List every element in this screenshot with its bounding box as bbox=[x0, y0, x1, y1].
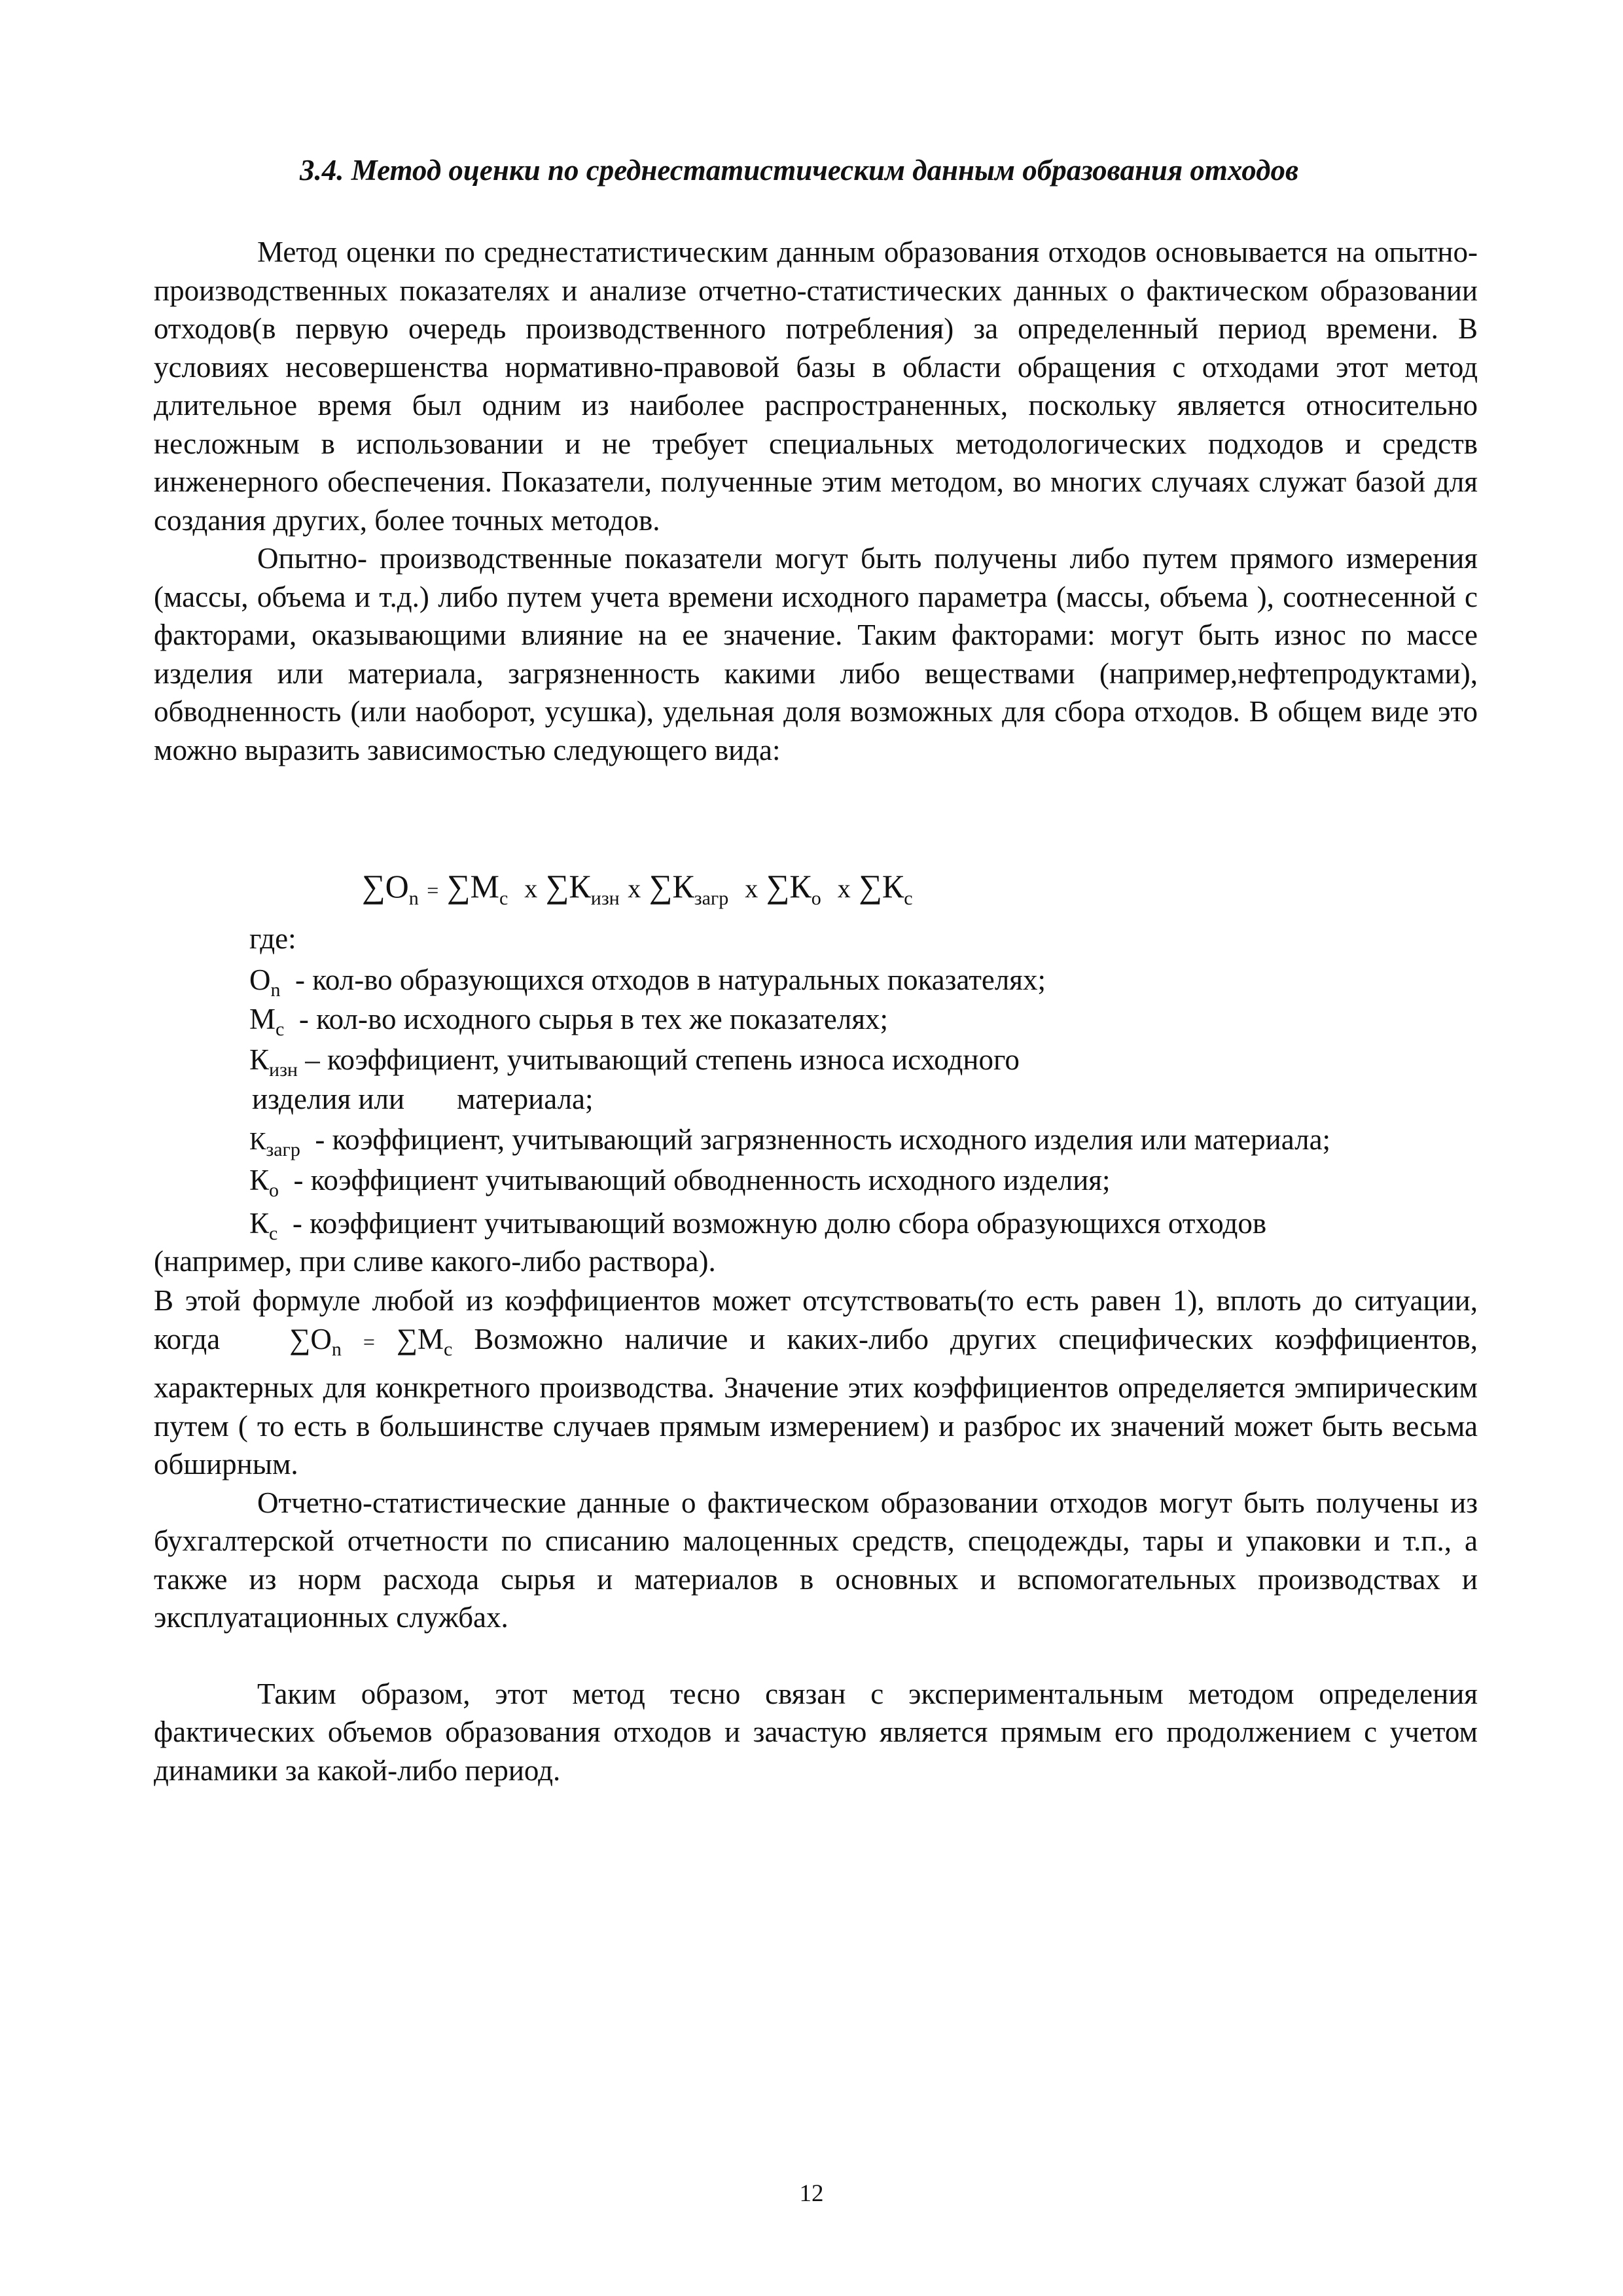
paragraph-4: Отчетно-статистические данные о фактическом образовании отходов могут быть получены из бухгалтерской отчетности по списанию малоценных средств, спецодежды, тары и упаковки и т.п., а также из норм расхода сырья и материалов в основных и вспомогательных производствах и эксплуатационных службах. bbox=[154, 1486, 1478, 1634]
def-kc: $К_с$ - коэффициент учитывающий возможную долю сбора образующихся отходов bbox=[249, 1207, 1267, 1244]
paragraph-1: Метод оценки по среднестатистическим данным образования отходов основывается на опытно-производственных показателях и анализе отчетно-статистических данных о фактическом образовании отходов(в первую очередь производственного потребления) за определенный период времени. В условиях несовершенства нормативно-правовой базы в области обращения с отходами этот метод длительное время был одним из наиболее распространенных, поскольку является относительно несложным в использовании и не требует специальных методологических подходов и средств инженерного обеспечения. Показатели, полученные этим методом, во многих случаях служат базой для создания других, более точных методов. bbox=[154, 236, 1478, 537]
def-kizn: $К_{изн}$ – коэффициент, учитывающий степень износа исходного bbox=[249, 1043, 1020, 1081]
def-ko: $К_о$ - коэффициент учитывающий обводненность исходного изделия; bbox=[249, 1164, 1111, 1201]
def-kc-line2: (например, при сливе какого-либо раствора). bbox=[154, 1245, 716, 1278]
def-on: $О_n - кол-во$ образующихся отходов в натуральных показателях; bbox=[249, 963, 1046, 1001]
def-kizn-line2: изделия или материала; bbox=[252, 1083, 594, 1115]
page-number: 12 bbox=[799, 2180, 824, 2207]
formula: $\sum О_n = \sum М_с$ х $\sum К_{изн}$ х $\sum К_{загр}$ х $\sum К_о$ х $\sum К_с$ bbox=[362, 868, 913, 909]
paragraph-5: Таким образом, этот метод тесно связан с экспериментальным методом определения фактических объемов образования отходов и зачастую является прямым его продолжением с учетом динамики за какой-либо период. bbox=[154, 1677, 1478, 1787]
text-block-1 bbox=[154, 233, 1478, 769]
where-label: где: bbox=[249, 922, 296, 955]
def-mc: $М_с - кол-во$ исходного сырья в тех же показателях; bbox=[249, 1003, 889, 1040]
paragraph-2: Опытно- производственные показатели могут быть получены либо путем прямого измерения (массы, объема и т.д.) либо путем учета времени исходного параметра (массы, объема ), соотнесенной с факторами, оказывающими влияние на ее значение. Таким факторами: могут быть износ по массе изделия или материала, загрязненность какими либо веществами (например,нефтепродуктами), обводненность (или наоборот, усушка), удельная доля возможных для сбора отходов. В общем виде это можно выразить зависимостью следующего вида: bbox=[154, 542, 1478, 766]
paragraph-3: В этой формуле любой из коэффициентов может отсутствовать(то есть равен 1), вплоть до ситуации, когда $\sum О_n = \sum М_с$ Возможно наличие и каких-либо других специфических коэффициентов, характерных для конкретного производства. Значение этих коэффициентов определяется эмпирическим путем ( то есть в большинстве случаев прямым измерением) и разброс их значений может быть весьма обширным. bbox=[154, 1284, 1478, 1480]
text-block-2 bbox=[154, 1282, 1478, 1789]
inline-formula: $\sum О_n = \sum М_с$ bbox=[289, 1322, 453, 1360]
def-kzagr: $К_{загр}$ - коэффициент, учитывающий загрязненность исходного изделия или материала; bbox=[249, 1123, 1331, 1160]
section-title: 3.4. Метод оценки по среднестатистическим данным образования отходов bbox=[300, 154, 1299, 187]
